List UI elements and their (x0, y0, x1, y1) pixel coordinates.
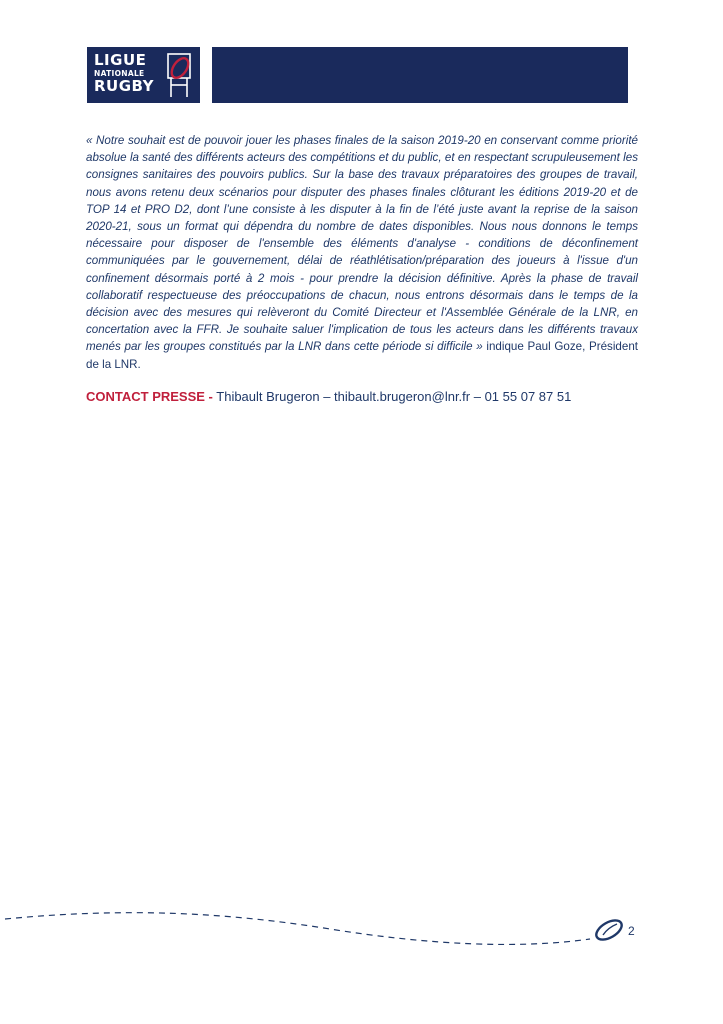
contact-label: CONTACT PRESSE - (86, 389, 213, 404)
footer-dashed-curve (0, 905, 600, 955)
rugby-ball-goalpost-icon (165, 51, 193, 99)
quote-attribution: indique Paul Goze, Président de la LNR. (86, 340, 638, 371)
logo-line-nationale: NATIONALE (94, 69, 145, 78)
president-quote (86, 132, 638, 373)
lnr-logo (87, 47, 200, 103)
header-banner (212, 47, 628, 103)
quote-text: « Notre souhait est de pouvoir jouer les phases finales de la saison 2019-20 en conservant comme priorité absolue la santé des différents acteurs des compétitions et du public, et en respectant scrupuleusement les consignes sanitaires des pouvoirs publics. Sur la base des travaux préparatoires des groupes de travail, nous avons retenu deux scénarios pour disputer des phases finales clôturant les éditions 2019-20 et de TOP 14 et PRO D2, dont l’une consiste à les disputer à la fin de l’été juste avant la reprise de la saison 2020-21, sous un format qui dépendra du nombre de dates disponibles. Nous nous donnons le temps nécessaire pour disposer de l'ensemble des éléments d'analyse - conditions de déconfinement communiquées par le gouvernement, délai de réathlétisation/préparation des joueurs à l'issue d'un confinement désormais porté à 2 mois - pour prendre la décision définitive. Après la phase de travail collaboratif respectueuse des préoccupations de chacun, nous entrons désormais dans le temps de la décision avec des mesures qui relèveront du Comité Directeur et l'Assemblée Générale de la LNR, en concertation avec la FFR. Je souhaite saluer l'implication de tous les acteurs dans les différents travaux menés par les groupes constitués par la LNR dans cette période si difficile » (86, 134, 638, 354)
page-number: 2 (628, 924, 635, 938)
logo-wordmark (94, 53, 154, 94)
logo-line-rugby: RUGBY (94, 76, 155, 95)
logo-line-ligue: LIGUE (94, 51, 147, 69)
contact-details: Thibault Brugeron – thibault.brugeron@lnr.fr – 01 55 07 87 51 (212, 389, 572, 404)
press-contact (86, 389, 571, 404)
rugby-ball-icon (593, 917, 625, 943)
